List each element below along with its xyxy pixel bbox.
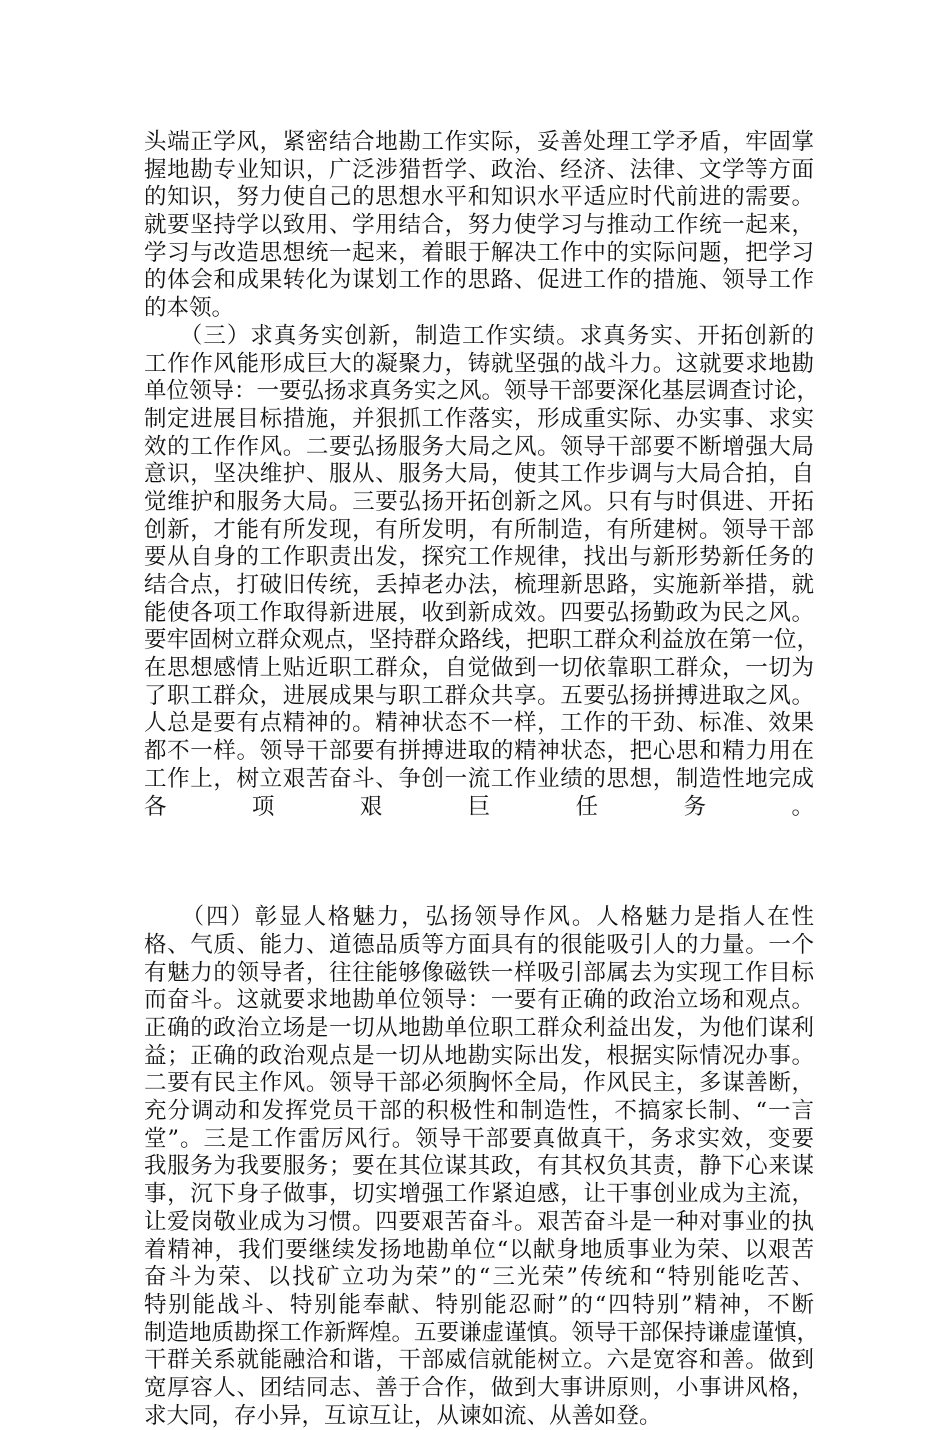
text-line: 的体会和成果转化为谋划工作的思路、促进工作的措施、领导工作: [144, 267, 814, 294]
text-line: 工作作风能形成巨大的凝聚力，铸就坚强的战斗力。这就要求地勘: [144, 350, 814, 377]
text-line: 觉维护和服务大局。三要弘扬开拓创新之风。只有与时俱进、开拓: [144, 488, 814, 515]
text-line: 有魅力的领导者，往往能够像磁铁一样吸引部属去为实现工作目标: [144, 959, 814, 986]
text-line: 宽厚容人、团结同志、善于合作，做到大事讲原则，小事讲风格，: [144, 1374, 814, 1401]
text-line: 着精神，我们要继续发扬地勘单位“以献身地质事业为荣、以艰苦: [144, 1236, 814, 1263]
text-line: 能使各项工作取得新进展，收到新成效。四要弘扬勤政为民之风。: [144, 599, 814, 626]
text-line: 我服务为我要服务；要在其位谋其政，有其权负其责，静下心来谋: [144, 1153, 814, 1180]
text-line: 求大同，存小异，互谅互让，从谏如流、从善如登。: [144, 1402, 662, 1429]
text-line: 事，沉下身子做事，切实增强工作紧迫感，让干事创业成为主流，: [144, 1181, 814, 1208]
paragraph-1: [144, 129, 814, 323]
document-body: [144, 129, 820, 1430]
text-line: 要从自身的工作职责出发，探究工作规律，找出与新形势新任务的: [144, 544, 814, 571]
text-line: 要牢固树立群众观点，坚持群众路线，把职工群众利益放在第一位，: [144, 627, 820, 654]
text-line: 单位领导：一要弘扬求真务实之风。领导干部要深化基层调查讨论，: [144, 378, 820, 405]
text-line: 而奋斗。这就要求地勘单位领导：一要有正确的政治立场和观点。: [144, 987, 814, 1014]
text-line: 意识，坚决维护、服从、服务大局，使其工作步调与大局合拍，自: [144, 461, 814, 488]
text-line: 各项艰巨任务。: [144, 793, 814, 820]
text-line: 就要坚持学以致用、学用结合，努力使学习与推动工作统一起来，: [144, 212, 814, 239]
text-line: 了职工群众，进展成果与职工群众共享。五要弘扬拼搏进取之风。: [144, 682, 814, 709]
text-line: 效的工作作风。二要弘扬服务大局之风。领导干部要不断增强大局: [144, 433, 814, 460]
text-line: 益；正确的政治观点是一切从地勘实际出发，根据实际情况办事。: [144, 1042, 814, 1069]
text-line: 在思想感情上贴近职工群众，自觉做到一切依靠职工群众，一切为: [144, 655, 814, 682]
text-line: （四）彰显人格魅力，弘扬领导作风。人格魅力是指人在性: [144, 904, 814, 931]
text-line: （三）求真务实创新，制造工作实绩。求真务实、开拓创新的: [144, 322, 814, 349]
paragraph-3: [144, 904, 820, 1430]
text-line: 特别能战斗、特别能奉献、特别能忍耐”的“四特别”精神，不断: [144, 1291, 814, 1318]
text-line: [144, 849, 814, 877]
text-line: 结合点，打破旧传统，丢掉老办法，梳理新思路，实施新举措，就: [144, 572, 814, 598]
text-line: 都不一样。领导干部要有拼搏进取的精神状态，把心思和精力用在: [144, 738, 814, 765]
text-line: 的知识，努力使自己的思想水平和知识水平适应时代前进的需要。: [144, 184, 814, 211]
text-line: 堂”。三是工作雷厉风行。领导干部要真做真干，务求实效，变要: [144, 1125, 814, 1152]
text-line: 制造地质勘探工作新辉煌。五要谦虚谨慎。领导干部保持谦虚谨慎，: [144, 1319, 820, 1346]
text-line: 头端正学风，紧密结合地勘工作实际，妥善处理工学矛盾，牢固掌: [144, 129, 814, 155]
text-line: 握地勘专业知识，广泛涉猎哲学、政治、经济、法律、文学等方面: [144, 156, 814, 183]
text-line: 制定进展目标措施，并狠抓工作落实，形成重实际、办实事、求实: [144, 405, 814, 432]
text-line: 格、气质、能力、道德品质等方面具有的很能吸引人的力量。一个: [144, 931, 814, 958]
text-line: 充分调动和发挥党员干部的积极性和制造性，不搞家长制、“一言: [144, 1098, 814, 1125]
text-line: 二要有民主作风。领导干部必须胸怀全局，作风民主，多谋善断，: [144, 1070, 814, 1097]
text-line: [144, 821, 814, 849]
text-line: 让爱岗敬业成为习惯。四要艰苦奋斗。艰苦奋斗是一种对事业的执: [144, 1208, 814, 1235]
text-line: 的本领。: [144, 295, 235, 322]
paragraph-2: [144, 322, 820, 904]
text-line: 人总是要有点精神的。精神状态不一样，工作的干劲、标准、效果: [144, 710, 814, 737]
text-line: 创新，才能有所发现，有所发明，有所制造，有所建树。领导干部: [144, 516, 814, 543]
text-line: [144, 877, 814, 905]
text-line: 奋斗为荣、以找矿立功为荣”的“三光荣”传统和“特别能吃苦、: [144, 1264, 814, 1291]
text-line: 干群关系就能融洽和谐，干部威信就能树立。六是宽容和善。做到: [144, 1347, 814, 1374]
text-line: 正确的政治立场是一切从地勘单位职工群众利益出发，为他们谋利: [144, 1015, 814, 1041]
text-line: 工作上，树立艰苦奋斗、争创一流工作业绩的思想，制造性地完成: [144, 765, 814, 792]
text-line: 学习与改造思想统一起来，着眼于解决工作中的实际问题，把学习: [144, 239, 814, 266]
